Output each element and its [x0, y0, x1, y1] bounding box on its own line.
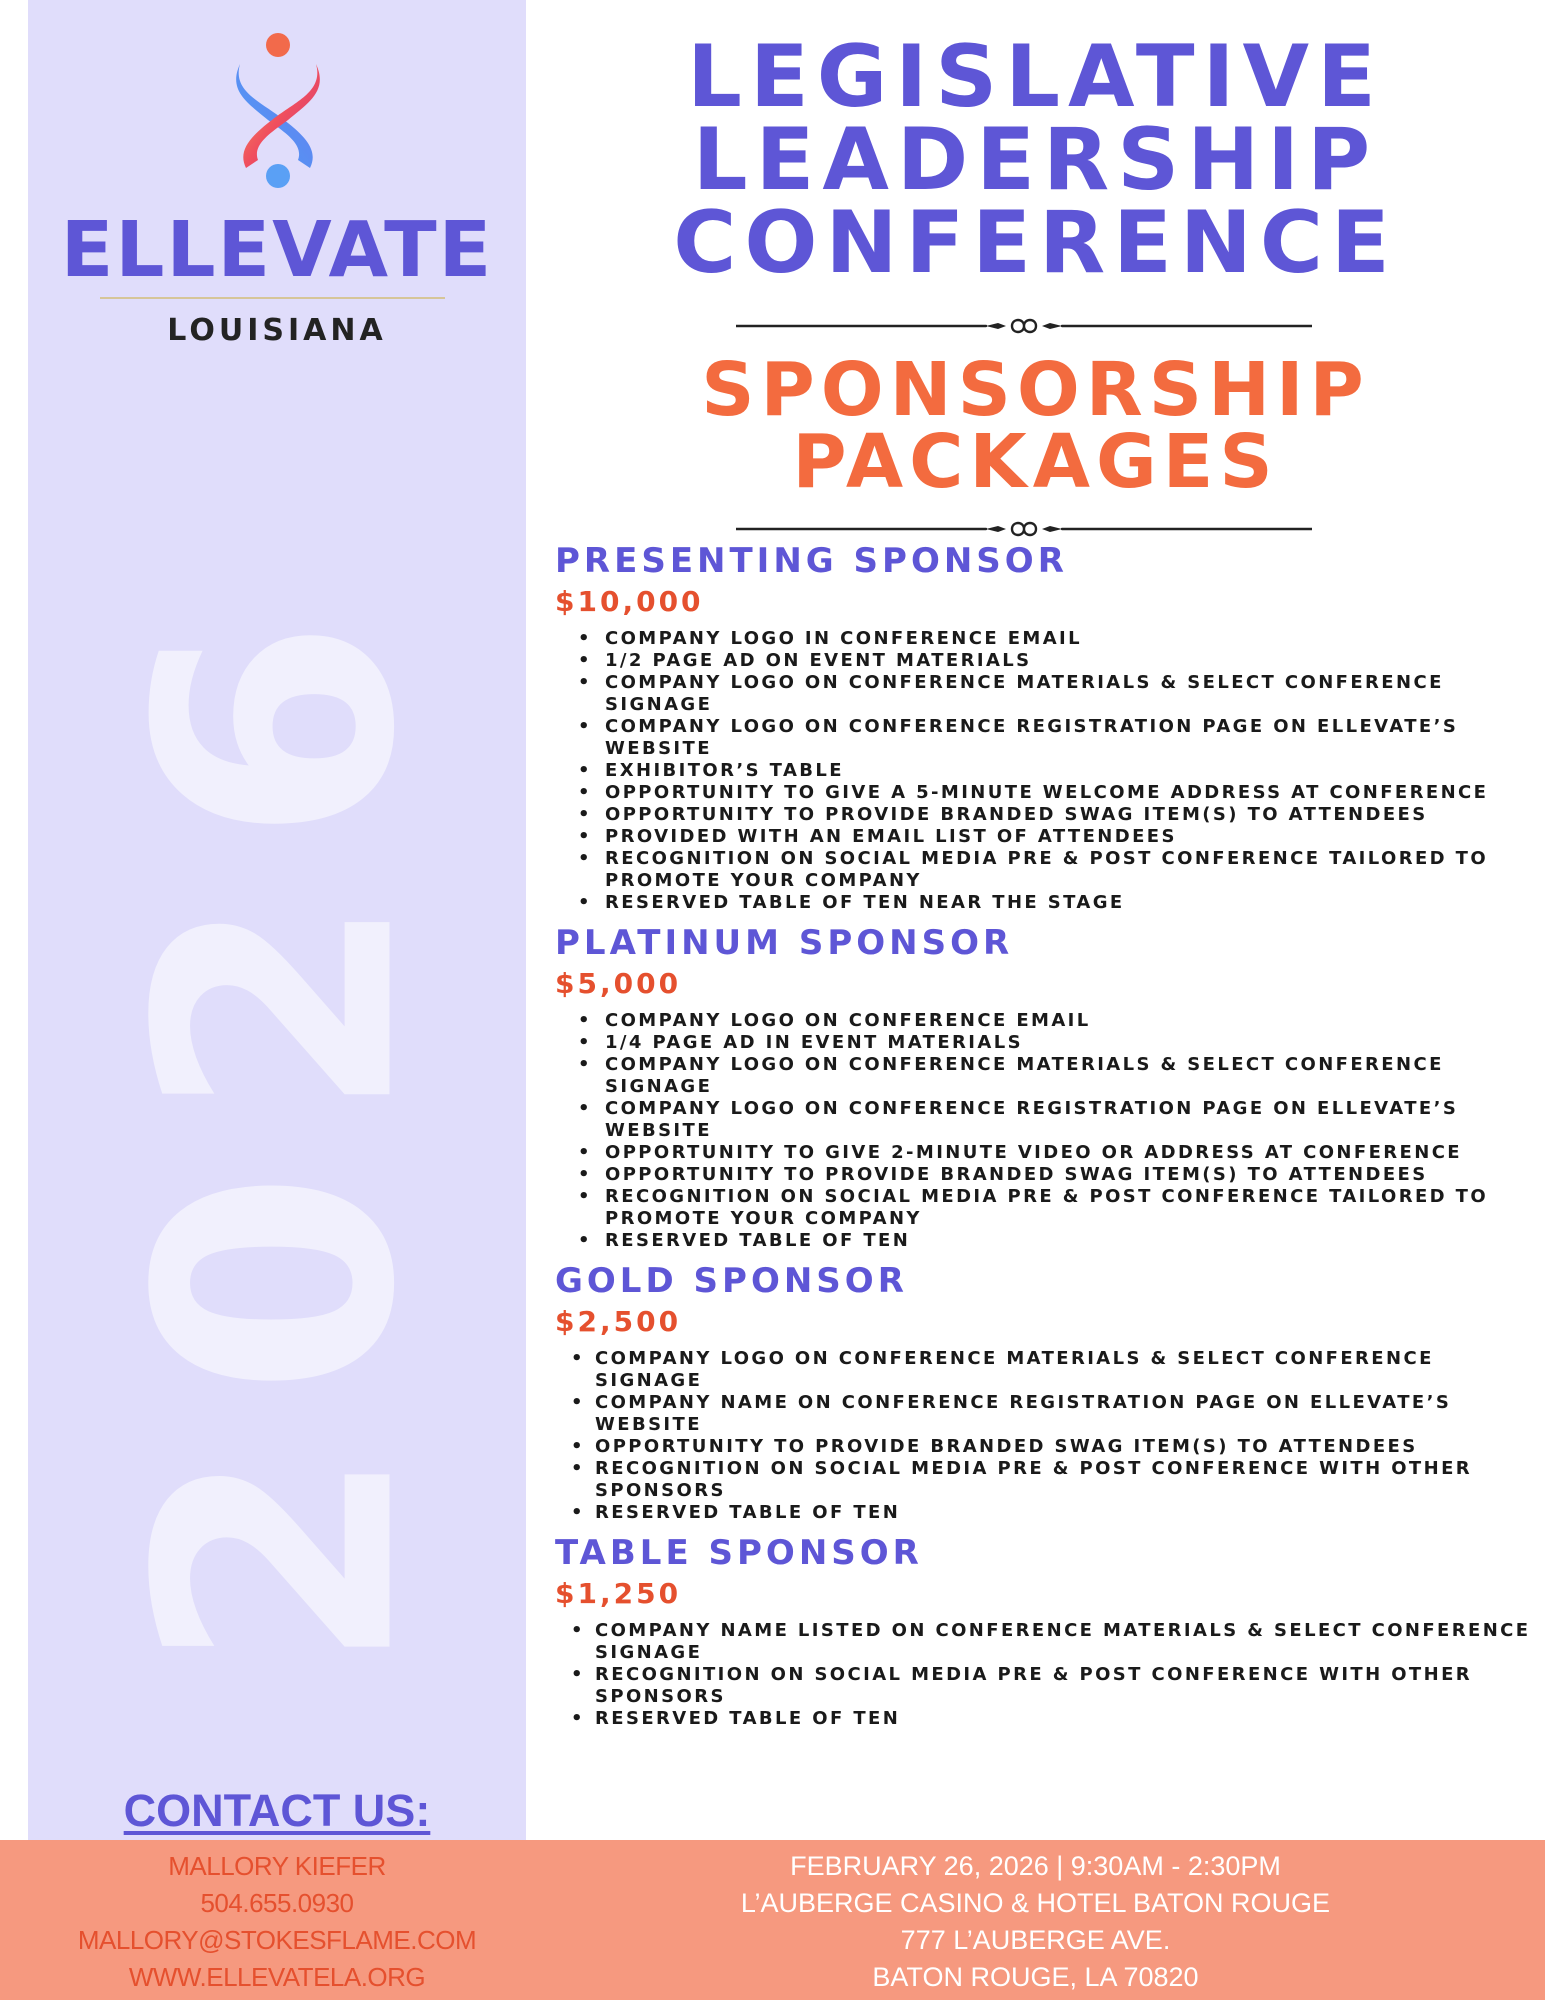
- contact-heading: CONTACT US:: [123, 1785, 431, 1836]
- contact-name: MALLORY KIEFER: [168, 1851, 386, 1881]
- benefit-list: [555, 1620, 1545, 1730]
- subtitle-line: PACKAGES: [792, 419, 1279, 505]
- event-date-time: FEBRUARY 26, 2026 | 9:30AM - 2:30PM: [790, 1851, 1281, 1881]
- ellevate-logo-icon: [222, 32, 334, 190]
- sponsor-tier-name: PRESENTING SPONSOR: [555, 541, 1068, 581]
- benefit-item: • OPPORTUNITY TO PROVIDE BRANDED SWAG ITEM(S) TO ATTENDEES: [555, 1164, 1545, 1186]
- sponsor-tier-name: TABLE SPONSOR: [555, 1533, 923, 1573]
- contact-email[interactable]: MALLORY@STOKESFLAME.COM: [77, 1925, 477, 1955]
- benefit-item: • RESERVED TABLE OF TEN: [555, 1708, 1545, 1730]
- title-line: CONFERENCE: [673, 193, 1398, 293]
- event-venue: L’AUBERGE CASINO & HOTEL BATON ROUGE: [740, 1888, 1331, 1918]
- contact-website[interactable]: WWW.ELLEVATELA.ORG: [128, 1962, 426, 1992]
- brand-name: ELLEVATE: [60, 206, 494, 295]
- event-street: 777 L’AUBERGE AVE.: [900, 1925, 1171, 1955]
- sponsor-tier-name: GOLD SPONSOR: [555, 1261, 908, 1301]
- benefit-item: • COMPANY NAME LISTED ON CONFERENCE MATERIALS & SELECT CONFERENCE SIGNAGE: [555, 1620, 1545, 1664]
- benefit-item: • RESERVED TABLE OF TEN NEAR THE STAGE: [555, 892, 1545, 914]
- ornament-divider-bottom: [736, 519, 1312, 539]
- contact-info: [28, 1848, 526, 1996]
- benefit-item: • EXHIBITOR’S TABLE: [555, 760, 1545, 782]
- benefit-item: • COMPANY LOGO ON CONFERENCE MATERIALS & SELECT CONFERENCE SIGNAGE: [555, 672, 1545, 716]
- brand-divider: [100, 297, 445, 299]
- benefit-item: • RECOGNITION ON SOCIAL MEDIA PRE & POST CONFERENCE TAILORED TO PROMOTE YOUR COMPANY: [555, 848, 1545, 892]
- benefit-item: • OPPORTUNITY TO GIVE 2-MINUTE VIDEO OR ADDRESS AT CONFERENCE: [555, 1142, 1545, 1164]
- benefit-item: • COMPANY NAME ON CONFERENCE REGISTRATION PAGE ON ELLEVATE’S WEBSITE: [555, 1392, 1545, 1436]
- benefit-item: • RESERVED TABLE OF TEN: [555, 1230, 1545, 1252]
- event-details: [526, 1848, 1545, 1996]
- sponsor-price: $5,000: [555, 967, 682, 1000]
- sponsor-platinum: [555, 922, 1545, 1252]
- packages-title: [526, 347, 1545, 505]
- benefit-item: • COMPANY LOGO ON CONFERENCE EMAIL: [555, 1010, 1545, 1032]
- benefit-item: • COMPANY LOGO IN CONFERENCE EMAIL: [555, 628, 1545, 650]
- benefit-list: [555, 1010, 1545, 1252]
- benefit-item: • RECOGNITION ON SOCIAL MEDIA PRE & POST CONFERENCE WITH OTHER SPONSORS: [555, 1458, 1545, 1502]
- benefit-item: • COMPANY LOGO ON CONFERENCE MATERIALS & SELECT CONFERENCE SIGNAGE: [555, 1054, 1545, 1098]
- benefit-list: [555, 1348, 1545, 1524]
- benefit-item: • COMPANY LOGO ON CONFERENCE MATERIALS & SELECT CONFERENCE SIGNAGE: [555, 1348, 1545, 1392]
- title-line: LEGISLATIVE: [687, 27, 1384, 127]
- benefit-item: • RECOGNITION ON SOCIAL MEDIA PRE & POST CONFERENCE WITH OTHER SPONSORS: [555, 1664, 1545, 1708]
- subtitle-line: SPONSORSHIP: [701, 347, 1370, 433]
- sponsor-presenting: [555, 540, 1545, 914]
- benefit-item: • RECOGNITION ON SOCIAL MEDIA PRE & POST CONFERENCE TAILORED TO PROMOTE YOUR COMPANY: [555, 1186, 1545, 1230]
- contact-phone[interactable]: 504.655.0930: [200, 1888, 354, 1918]
- benefit-item: • 1/2 PAGE AD ON EVENT MATERIALS: [555, 650, 1545, 672]
- sponsor-price: $2,500: [555, 1305, 682, 1338]
- sponsor-tier-name: PLATINUM SPONSOR: [555, 923, 1014, 963]
- benefit-item: • OPPORTUNITY TO GIVE A 5-MINUTE WELCOME ADDRESS AT CONFERENCE: [555, 782, 1545, 804]
- benefit-item: • OPPORTUNITY TO PROVIDE BRANDED SWAG ITEM(S) TO ATTENDEES: [555, 1436, 1545, 1458]
- sponsor-table: [555, 1532, 1545, 1730]
- benefit-list: [555, 628, 1545, 914]
- sponsor-gold: [555, 1260, 1545, 1524]
- sponsor-price: $10,000: [555, 585, 704, 618]
- year-watermark: 2026: [87, 567, 467, 1673]
- benefit-item: • COMPANY LOGO ON CONFERENCE REGISTRATION PAGE ON ELLEVATE’S WEBSITE: [555, 1098, 1545, 1142]
- sponsor-packages: [555, 540, 1545, 1730]
- benefit-item: • RESERVED TABLE OF TEN: [555, 1502, 1545, 1524]
- benefit-item: • OPPORTUNITY TO PROVIDE BRANDED SWAG ITEM(S) TO ATTENDEES: [555, 804, 1545, 826]
- sponsor-price: $1,250: [555, 1577, 682, 1610]
- benefit-item: • PROVIDED WITH AN EMAIL LIST OF ATTENDEES: [555, 826, 1545, 848]
- event-city: BATON ROUGE, LA 70820: [872, 1962, 1199, 1992]
- benefit-item: • 1/4 PAGE AD IN EVENT MATERIALS: [555, 1032, 1545, 1054]
- ornament-divider-top: [736, 316, 1312, 336]
- benefit-item: • COMPANY LOGO ON CONFERENCE REGISTRATION PAGE ON ELLEVATE’S WEBSITE: [555, 716, 1545, 760]
- conference-title: [526, 27, 1545, 293]
- brand-region: LOUISIANA: [167, 313, 387, 348]
- title-line: LEADERSHIP: [692, 110, 1379, 210]
